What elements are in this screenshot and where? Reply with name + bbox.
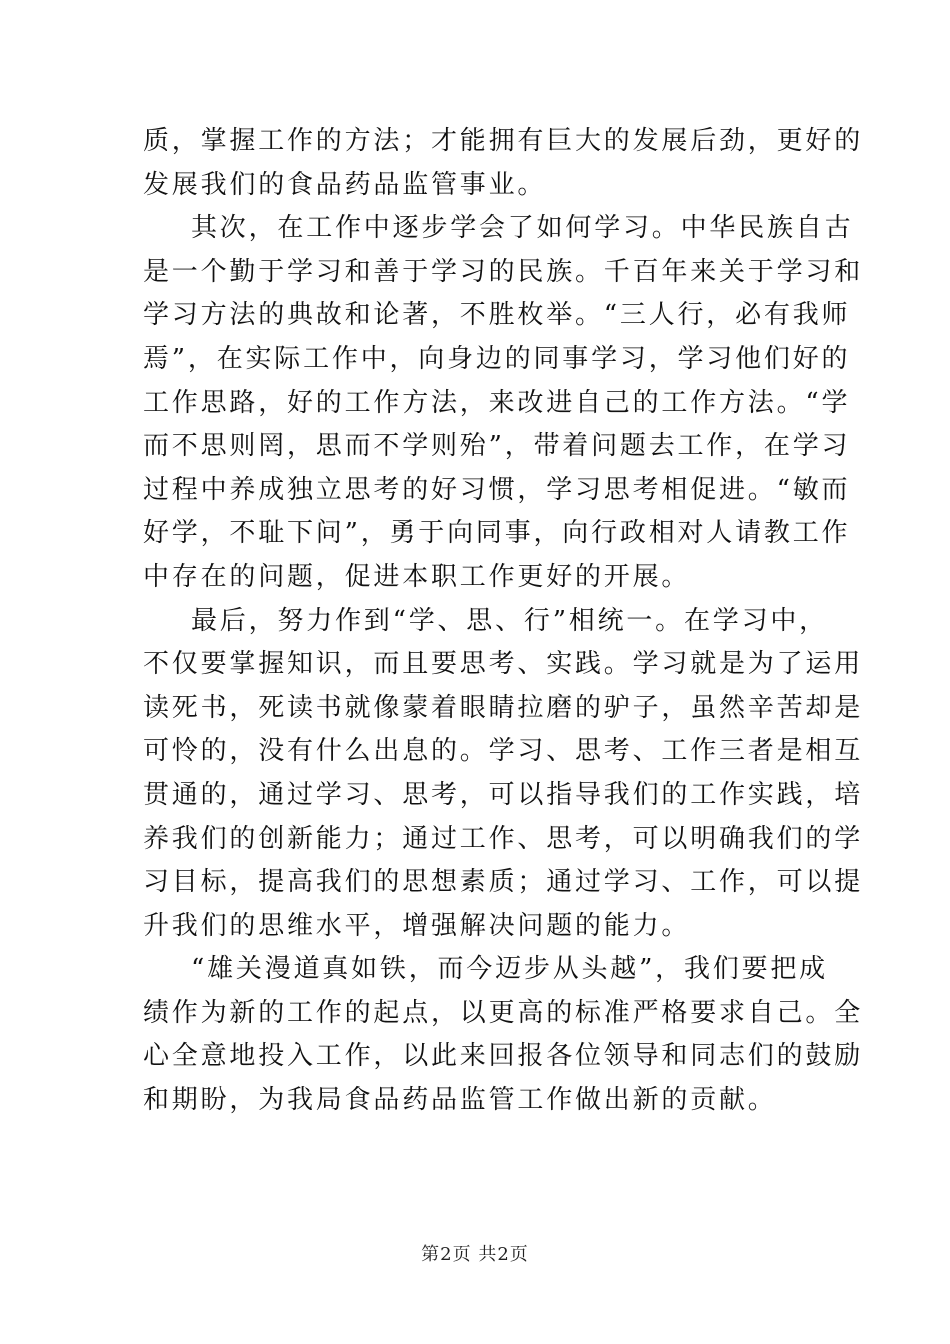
paragraph-first-line: 其次，在工作中逐步学会了如何学习。中华民族自古 (191, 213, 854, 244)
text-line: 学习方法的典故和论著，不胜枚举。“三人行，必有我师 (143, 300, 851, 331)
text-line: 读死书，死读书就像蒙着眼睛拉磨的驴子，虽然辛苦却是 (143, 692, 864, 723)
text-line: 焉”，在实际工作中，向身边的同事学习，学习他们好的 (143, 343, 851, 374)
text-line: 贯通的，通过学习、思考，可以指导我们的工作实践，培 (143, 779, 864, 810)
text-line: 过程中养成独立思考的好习惯，学习思考相促进。“敏而 (143, 474, 851, 505)
text-line: 中存在的问题，促进本职工作更好的开展。 (143, 561, 691, 592)
page-number-footer: 第2页 共2页 (421, 1244, 529, 1265)
text-line: 习目标，提高我们的思想素质；通过学习、工作，可以提 (143, 867, 864, 898)
text-line: 绩作为新的工作的起点，以更高的标准严格要求自己。全 (143, 997, 864, 1028)
text-line: 而不思则罔，思而不学则殆”，带着问题去工作，在学习 (143, 431, 851, 462)
paragraph-first-line: 最后，努力作到“学、思、行”相统一。在学习中， (191, 605, 828, 636)
text-line: 是一个勤于学习和善于学习的民族。千百年来关于学习和 (143, 256, 864, 287)
text-line: 发展我们的食品药品监管事业。 (143, 169, 547, 200)
paragraph-first-line: “雄关漫道真如铁，而今迈步从头越”，我们要把成 (191, 954, 828, 985)
text-line: 升我们的思维水平，增强解决问题的能力。 (143, 910, 691, 941)
text-line: 心全意地投入工作，以此来回报各位领导和同志们的鼓励 (143, 1041, 864, 1072)
text-line: 养我们的创新能力；通过工作、思考，可以明确我们的学 (143, 823, 864, 854)
text-line: 和期盼，为我局食品药品监管工作做出新的贡献。 (143, 1085, 777, 1116)
text-line: 可怜的，没有什么出息的。学习、思考、工作三者是相互 (143, 736, 864, 767)
document-body (143, 120, 864, 1123)
text-line: 质，掌握工作的方法；才能拥有巨大的发展后劲，更好的 (143, 126, 864, 156)
text-line: 不仅要掌握知识，而且要思考、实践。学习就是为了运用 (143, 649, 864, 680)
text-line: 好学，不耻下问”，勇于向同事，向行政相对人请教工作 (143, 518, 851, 549)
text-line: 工作思路，好的工作方法，来改进自己的工作方法。“学 (143, 387, 851, 418)
